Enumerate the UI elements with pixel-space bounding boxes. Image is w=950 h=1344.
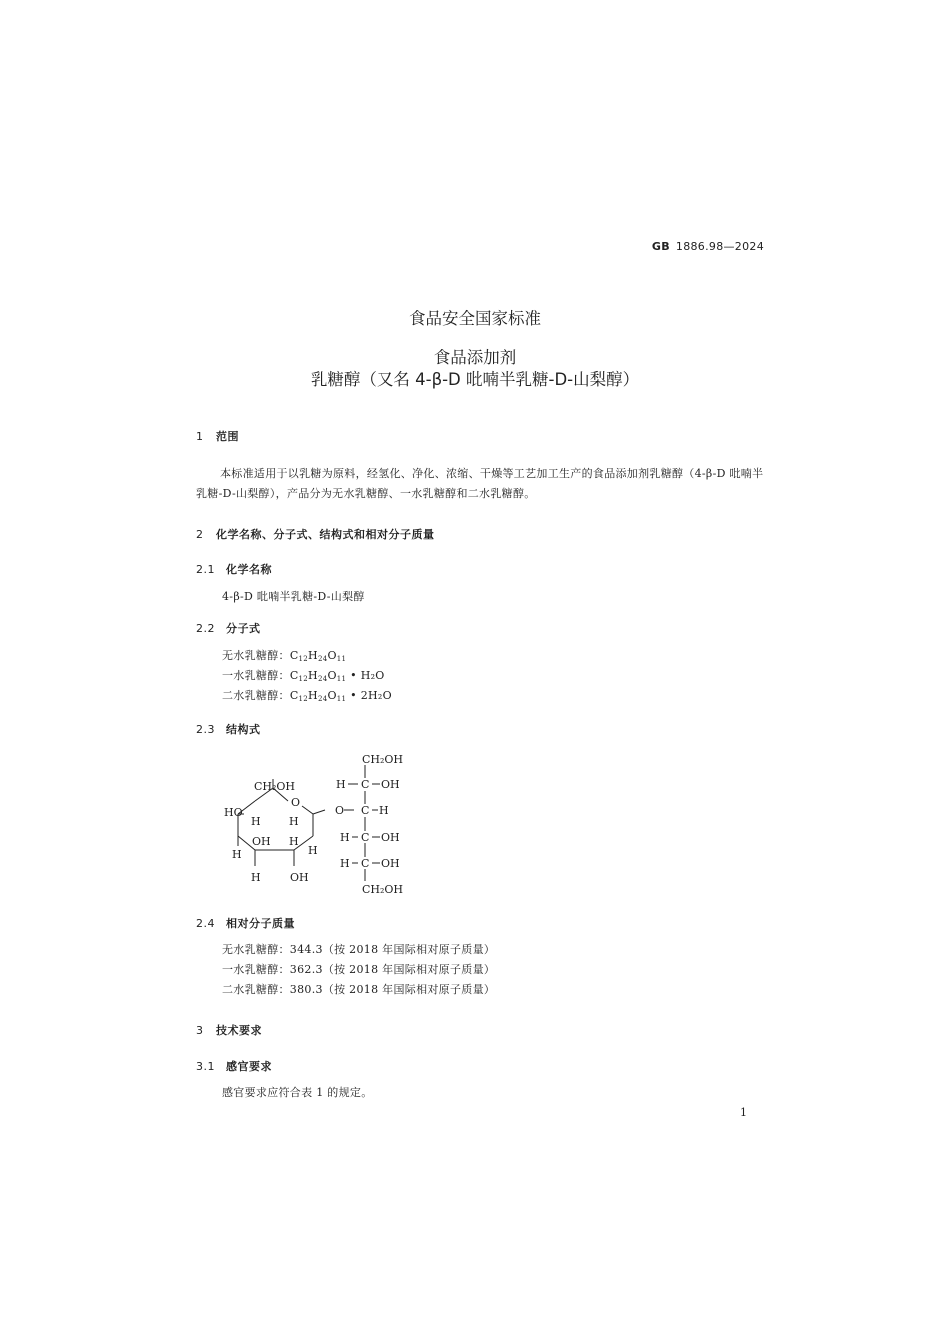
main-title: 食品安全国家标准 — [409, 309, 541, 328]
page-number: 1 — [740, 1106, 747, 1119]
section-3-1-heading: 3.1 感官要求 — [196, 1060, 272, 1073]
section-2-3-heading: 2.3 结构式 — [196, 723, 261, 736]
h-mid-label: H — [289, 835, 299, 848]
ring-ch2oh-label: CH₂OH — [254, 780, 296, 793]
section-1-heading: 1 范围 — [196, 430, 239, 443]
molar-mass-dihydrate: 二水乳糖醇：380.3（按 2018 年国际相对原子质量） — [222, 983, 496, 996]
h-right-label: H — [308, 844, 318, 857]
molecular-formula-monohydrate: 一水乳糖醇：$C_{12}H_{24}O_{11}$ • H₂O — [222, 669, 385, 683]
r1-oh-label: OH — [381, 778, 400, 791]
standard-number: 1886.98—2024 — [675, 240, 764, 253]
r3-c-label: C — [361, 831, 370, 844]
molar-mass-anhydrous: 无水乳糖醇：344.3（按 2018 年国际相对原子质量） — [222, 943, 496, 956]
standard-prefix: GB — [651, 240, 670, 253]
r3-h-label: H — [340, 831, 350, 844]
ho-label: HO — [224, 806, 243, 819]
chain-top-ch2oh-label: CH₂OH — [362, 753, 404, 766]
oh-inner-label: OH — [252, 835, 271, 848]
section-3-heading: 3 技术要求 — [196, 1024, 262, 1037]
r4-c-label: C — [361, 857, 370, 870]
section-2-heading: 2 化学名称、分子式、结构式和相对分子质量 — [196, 528, 435, 541]
subtitle-product: 乳糖醇（又名 4-β-D 吡喃半乳糖-D-山梨醇） — [310, 370, 640, 389]
chemical-name: 4-β-D 吡喃半乳糖-D-山梨醇 — [222, 590, 365, 603]
section-2-2-heading: 2.2 分子式 — [196, 622, 261, 635]
r4-oh-label: OH — [381, 857, 400, 870]
standard-code — [0, 240, 764, 253]
h-inner-label: H — [289, 815, 299, 828]
ring-oxygen-label: O — [291, 796, 301, 809]
r1-h-label: H — [336, 778, 346, 791]
structural-formula — [218, 748, 418, 900]
subtitle-category: 食品添加剂 — [433, 348, 517, 367]
r1-c-label: C — [361, 778, 370, 791]
r2-h-label: H — [379, 804, 389, 817]
h-bottom-left-label: H — [251, 871, 261, 884]
section-2-1-heading: 2.1 化学名称 — [196, 563, 272, 576]
oh-bottom-label: OH — [290, 871, 309, 884]
molar-mass-monohydrate: 一水乳糖醇：362.3（按 2018 年国际相对原子质量） — [222, 963, 496, 976]
link-oxygen-label: O — [335, 804, 345, 817]
section-2-4-heading: 2.4 相对分子质量 — [196, 917, 295, 930]
molecular-formula-dihydrate: 二水乳糖醇：$C_{12}H_{24}O_{11}$ • 2H₂O — [222, 689, 392, 703]
r3-oh-label: OH — [381, 831, 400, 844]
r2-c-label: C — [361, 804, 370, 817]
molecular-formula-anhydrous: 无水乳糖醇：$C_{12}H_{24}O_{11}$ — [222, 649, 347, 663]
r4-h-label: H — [340, 857, 350, 870]
sensory-requirement-text: 感官要求应符合表 1 的规定。 — [222, 1086, 373, 1099]
h-left-label: H — [251, 815, 261, 828]
h-outer-left-label: H — [232, 848, 242, 861]
section-1-text: 本标准适用于以乳糖为原料，经氢化、净化、浓缩、干燥等工艺加工生产的食品添加剂乳糖醇（4-β-D 吡喃半乳糖-D-山梨醇），产品分为无水乳糖醇、一水乳糖醇和二水乳糖醇。 — [196, 467, 764, 500]
chain-bottom-ch2oh-label: CH₂OH — [362, 883, 404, 896]
